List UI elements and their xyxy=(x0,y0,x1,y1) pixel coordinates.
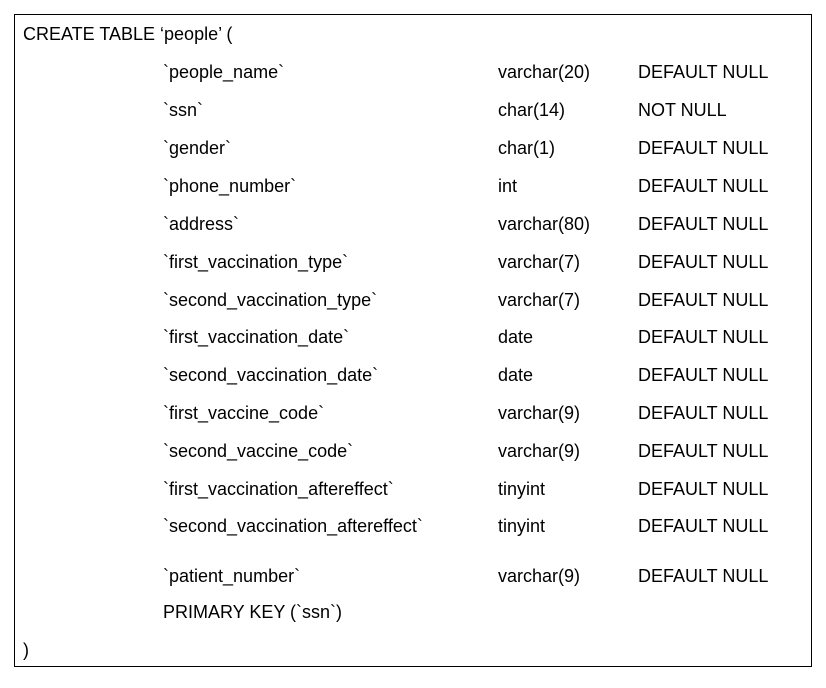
column-name: `first_vaccination_date` xyxy=(163,327,350,347)
column-type: char(1) xyxy=(498,138,556,158)
column-name: `second_vaccination_aftereffect` xyxy=(163,516,423,536)
column-constraint: DEFAULT NULL xyxy=(638,479,769,499)
column-type: varchar(7) xyxy=(498,252,581,272)
column-row xyxy=(15,402,811,424)
column-row xyxy=(15,478,811,500)
column-constraint: DEFAULT NULL xyxy=(638,327,769,347)
column-type: date xyxy=(498,327,534,347)
column-constraint: NOT NULL xyxy=(638,100,727,120)
column-row xyxy=(15,99,811,121)
column-row xyxy=(15,289,811,311)
primary-key-clause: PRIMARY KEY (`ssn`) xyxy=(163,602,343,622)
column-constraint: DEFAULT NULL xyxy=(638,516,769,536)
column-name: `second_vaccine_code` xyxy=(163,441,354,461)
column-row xyxy=(15,364,811,386)
column-type: varchar(9) xyxy=(498,441,581,461)
create-table-header: CREATE TABLE ‘people’ ( xyxy=(23,24,233,44)
column-constraint: DEFAULT NULL xyxy=(638,566,769,586)
column-name: `first_vaccination_type` xyxy=(163,252,349,272)
column-constraint: DEFAULT NULL xyxy=(638,365,769,385)
column-name: `gender` xyxy=(163,138,232,158)
column-constraint: DEFAULT NULL xyxy=(638,441,769,461)
column-type: tinyint xyxy=(498,516,546,536)
column-row xyxy=(15,565,811,587)
column-row xyxy=(15,175,811,197)
column-constraint: DEFAULT NULL xyxy=(638,403,769,423)
column-constraint: DEFAULT NULL xyxy=(638,62,769,82)
column-row xyxy=(15,515,811,537)
column-row xyxy=(15,137,811,159)
column-type: varchar(80) xyxy=(498,214,591,234)
column-name: `patient_number` xyxy=(163,566,301,586)
column-name: `first_vaccine_code` xyxy=(163,403,325,423)
column-type: varchar(9) xyxy=(498,403,581,423)
column-name: `address` xyxy=(163,214,240,234)
column-row xyxy=(15,326,811,348)
column-type: varchar(9) xyxy=(498,566,581,586)
column-name: `first_vaccination_aftereffect` xyxy=(163,479,394,499)
column-name: `second_vaccination_type` xyxy=(163,290,378,310)
column-row xyxy=(15,61,811,83)
column-type: date xyxy=(498,365,534,385)
column-name: `ssn` xyxy=(163,100,203,120)
column-name: `phone_number` xyxy=(163,176,297,196)
column-constraint: DEFAULT NULL xyxy=(638,176,769,196)
column-type: char(14) xyxy=(498,100,566,120)
column-constraint: DEFAULT NULL xyxy=(638,290,769,310)
column-type: int xyxy=(498,176,518,196)
column-name: `people_name` xyxy=(163,62,285,82)
column-name: `second_vaccination_date` xyxy=(163,365,379,385)
column-constraint: DEFAULT NULL xyxy=(638,214,769,234)
sql-statement-box xyxy=(14,14,812,667)
column-type: tinyint xyxy=(498,479,546,499)
column-row xyxy=(15,251,811,273)
column-constraint: DEFAULT NULL xyxy=(638,138,769,158)
column-type: varchar(20) xyxy=(498,62,591,82)
closing-paren: ) xyxy=(23,640,29,660)
column-row xyxy=(15,440,811,462)
column-row xyxy=(15,213,811,235)
column-constraint: DEFAULT NULL xyxy=(638,252,769,272)
column-type: varchar(7) xyxy=(498,290,581,310)
